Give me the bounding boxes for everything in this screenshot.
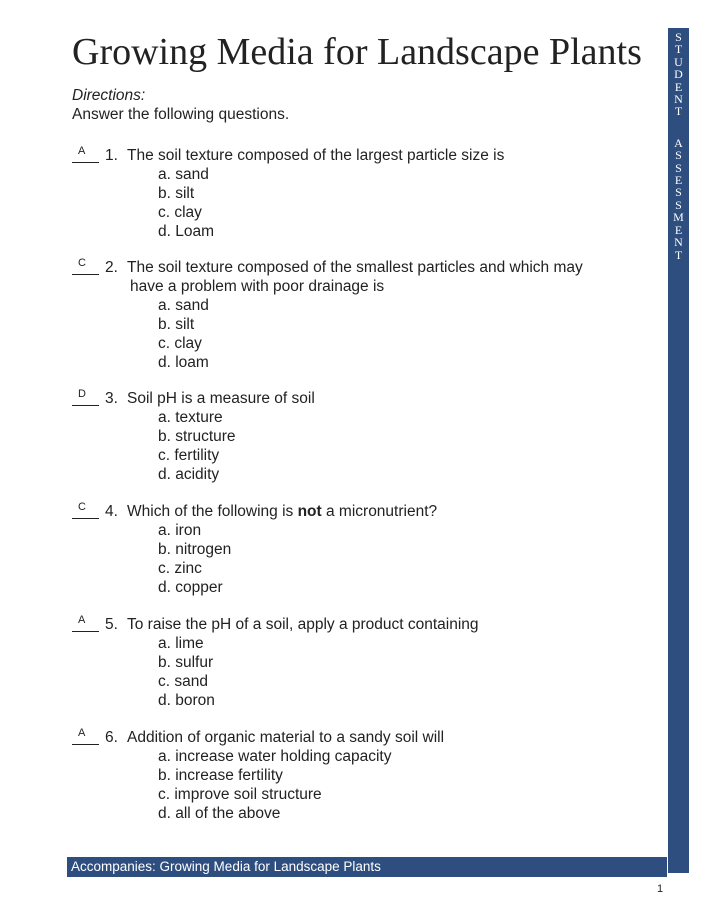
question-stem: To raise the pH of a soil, apply a product containing — [127, 616, 479, 633]
option-b: b. silt — [158, 316, 195, 333]
answer-letter: A — [78, 145, 86, 157]
question-stem — [127, 502, 437, 521]
option-c: c. clay — [158, 204, 202, 221]
option-a: a. texture — [158, 409, 223, 426]
question-number: 1. — [105, 147, 118, 164]
option-d: d. copper — [158, 579, 223, 596]
answer-letter: C — [78, 501, 86, 513]
directions-label: Directions: — [72, 87, 146, 104]
question-number: 4. — [105, 503, 118, 520]
answer-letter: D — [78, 388, 86, 400]
stem-part: Which of the following is — [127, 503, 298, 520]
option-d: d. acidity — [158, 466, 220, 483]
side-banner — [668, 28, 689, 873]
question-2 — [72, 258, 632, 372]
option-d: d. boron — [158, 692, 215, 709]
answer-letter: A — [78, 614, 86, 626]
side-banner-word-assessment: A S S E S S M E N T — [673, 135, 684, 262]
option-c: c. fertility — [158, 447, 220, 464]
option-c: c. sand — [158, 673, 208, 690]
option-b: b. sulfur — [158, 654, 214, 671]
option-c: c. improve soil structure — [158, 786, 322, 803]
option-a: a. sand — [158, 297, 209, 314]
question-5 — [72, 615, 632, 710]
question-stem: The soil texture composed of the largest particle size is — [127, 147, 505, 164]
question-stem: Soil pH is a measure of soil — [127, 390, 315, 407]
answer-letter: C — [78, 257, 86, 269]
option-b: b. increase fertility — [158, 767, 283, 784]
option-d: d. all of the above — [158, 805, 281, 822]
option-a: a. iron — [158, 522, 202, 539]
question-1 — [72, 146, 632, 241]
question-stem: Addition of organic material to a sandy soil will — [127, 729, 445, 746]
answer-letter: A — [78, 727, 86, 739]
question-6 — [72, 728, 632, 823]
question-3 — [72, 389, 632, 484]
footer-banner: Accompanies: Growing Media for Landscape Plants — [67, 857, 667, 877]
question-stem-continued: have a problem with poor drainage is — [130, 278, 385, 295]
option-a: a. increase water holding capacity — [158, 748, 392, 765]
question-number: 5. — [105, 616, 118, 633]
question-number: 2. — [105, 259, 118, 276]
option-c: c. clay — [158, 335, 202, 352]
option-a: a. sand — [158, 166, 209, 183]
question-stem: The soil texture composed of the smallest particles and which may — [127, 259, 583, 276]
option-b: b. silt — [158, 185, 195, 202]
option-b: b. nitrogen — [158, 541, 232, 558]
page-number: 1 — [657, 883, 664, 895]
option-d: d. loam — [158, 354, 209, 371]
stem-emphasis: not — [297, 503, 322, 520]
stem-part: a micronutrient? — [321, 503, 438, 520]
directions-text: Answer the following questions. — [72, 106, 290, 123]
option-d: d. Loam — [158, 223, 215, 240]
page-title: Growing Media for Landscape Plants — [72, 31, 642, 73]
side-banner-word-student: S T U D E N T — [674, 30, 683, 119]
option-c: c. zinc — [158, 560, 202, 577]
option-a: a. lime — [158, 635, 204, 652]
option-b: b. structure — [158, 428, 236, 445]
question-number: 3. — [105, 390, 118, 407]
question-4 — [72, 502, 632, 597]
question-number: 6. — [105, 729, 118, 746]
